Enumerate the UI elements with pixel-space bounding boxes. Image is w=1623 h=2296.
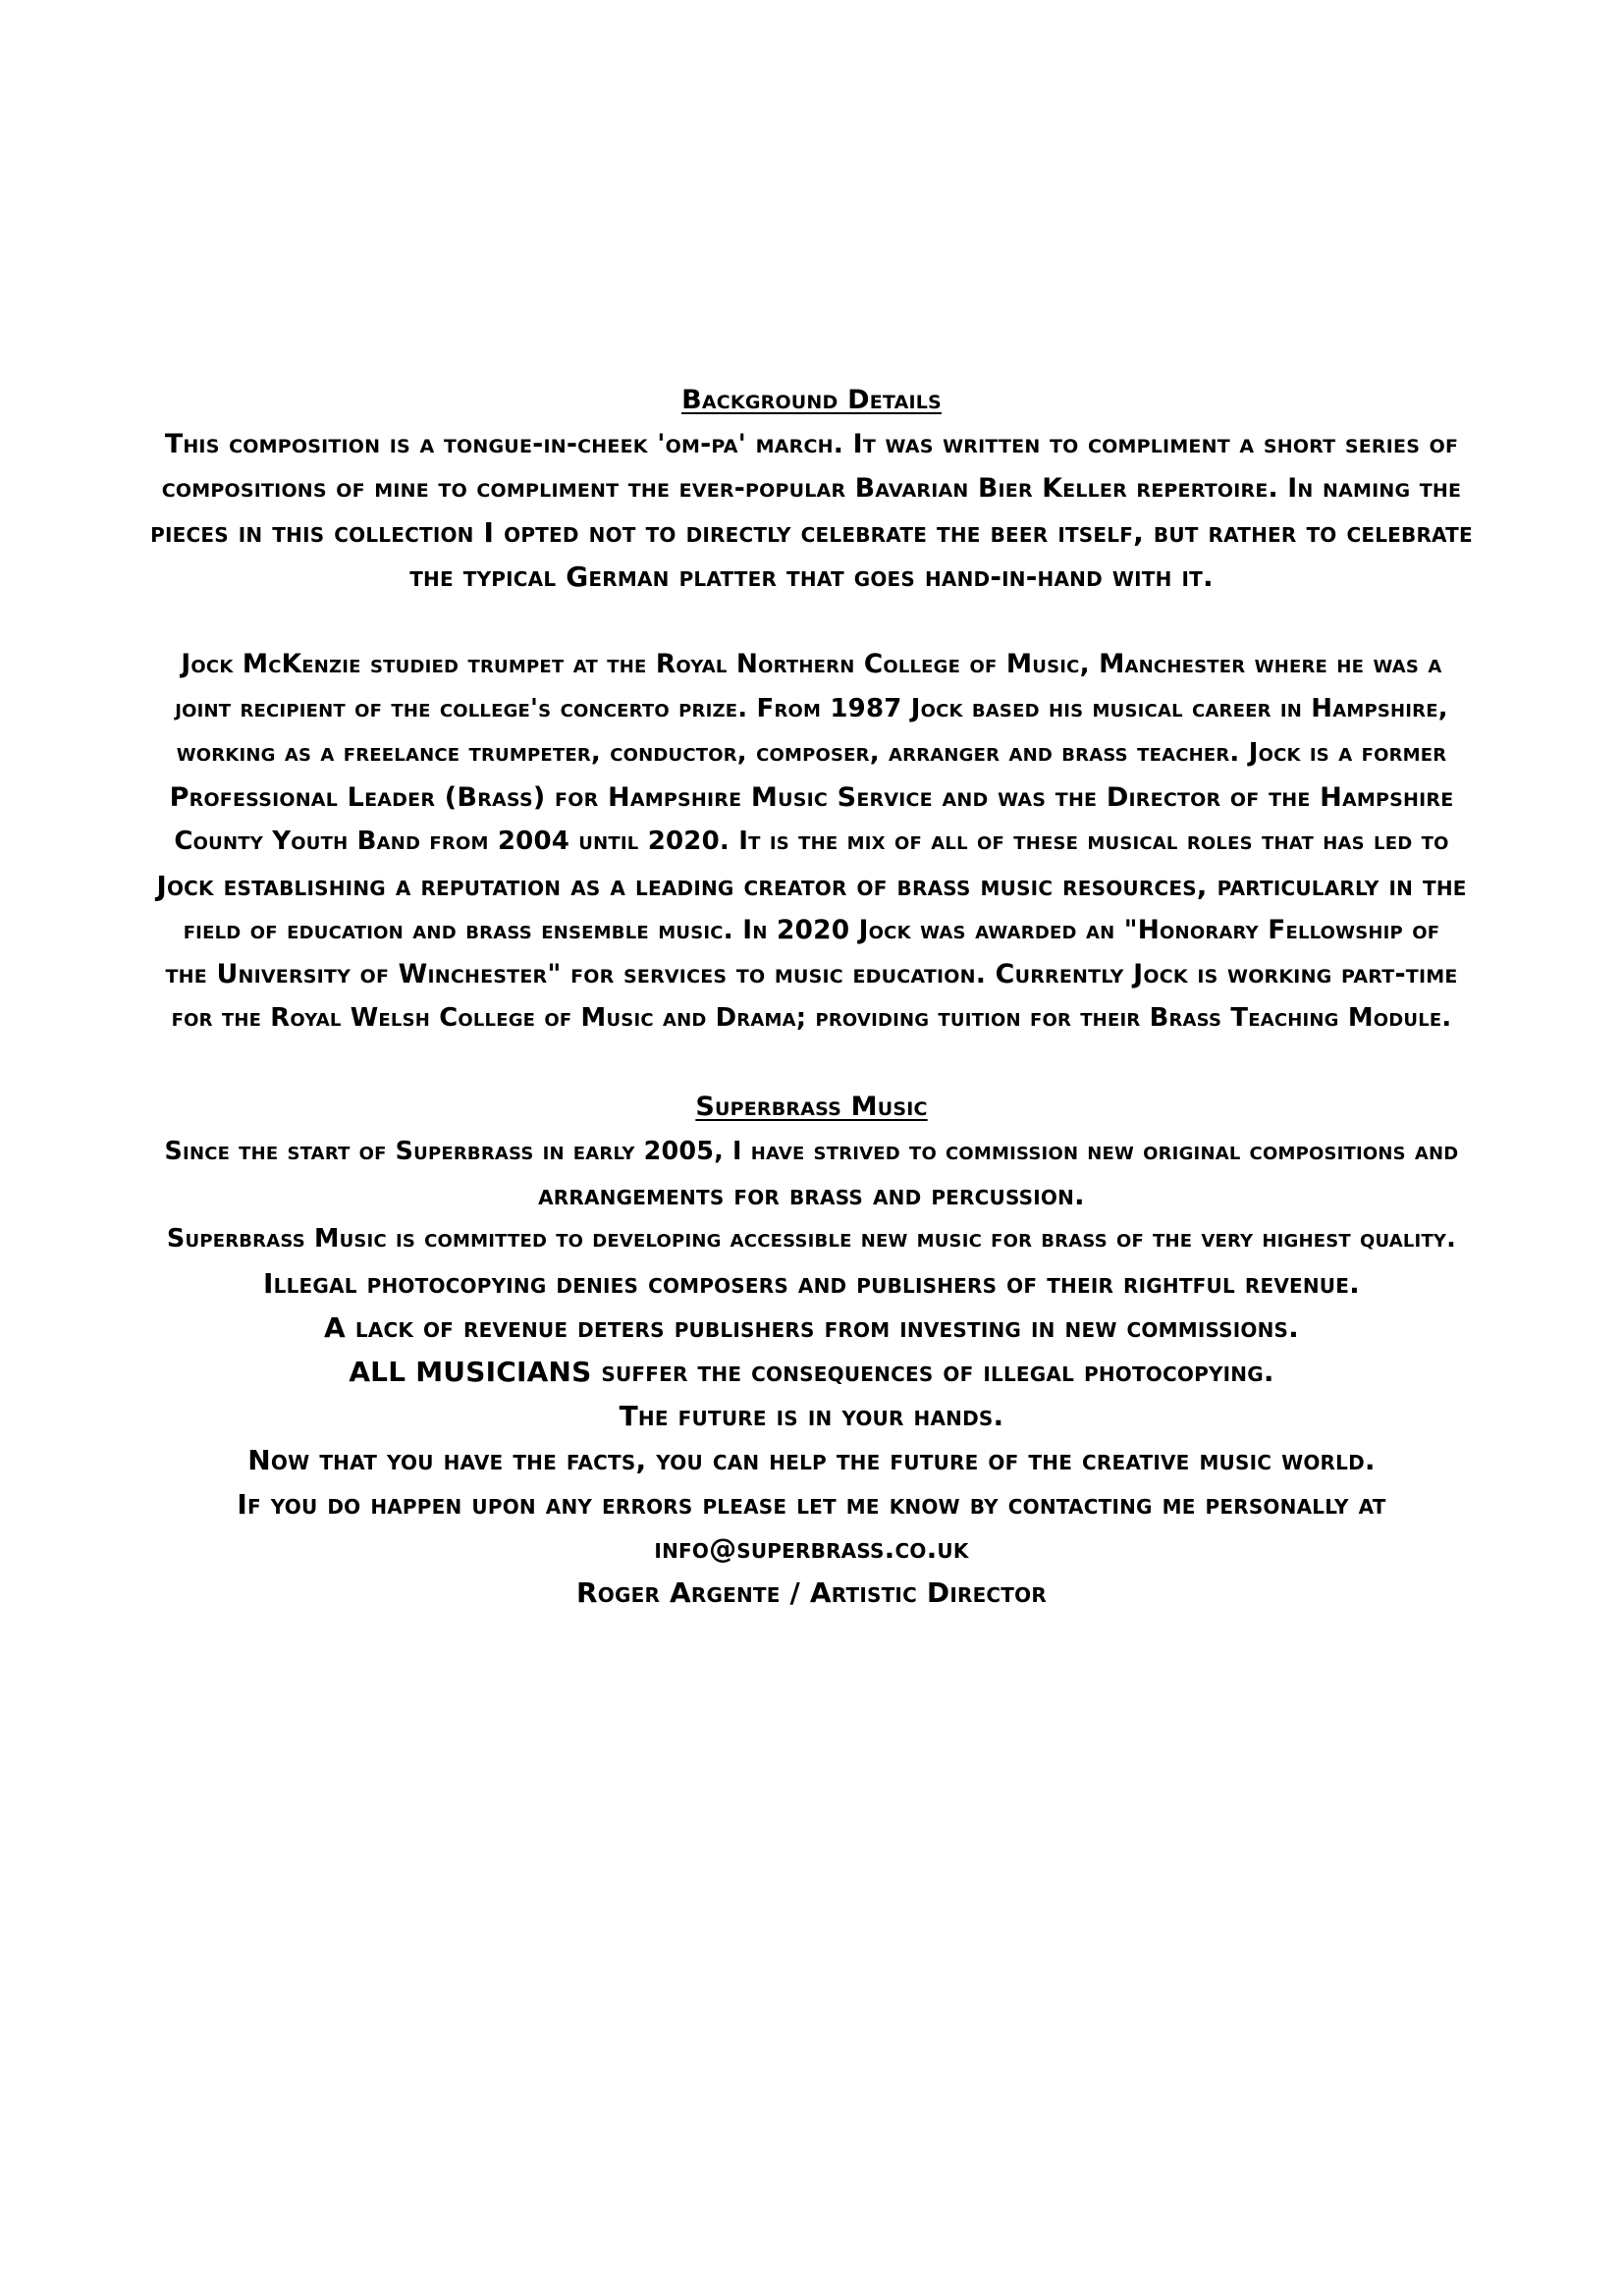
background-line: the typical German platter that goes hand-in-hand with it.	[409, 561, 1214, 593]
biography-line: joint recipient of the college's concerto prize. From 1987 Jock based his musical career in Hampshire,	[175, 694, 1448, 723]
biography-line: County Youth Band from 2004 until 2020. It is the mix of all of these musical roles that has led to	[174, 827, 1449, 856]
superbrass-notice	[147, 1129, 1476, 1615]
biography-paragraph	[147, 643, 1476, 1041]
contact-email: info@superbrass.co.uk	[654, 1532, 969, 1565]
spacer	[147, 1041, 1476, 1085]
background-paragraph	[147, 422, 1476, 599]
biography-line: Professional Leader (Brass) for Hampshire Music Service and was the Director of the Hampshire	[169, 782, 1454, 813]
notice-line: arrangements for brass and percussion.	[538, 1179, 1085, 1211]
biography-line: field of education and brass ensemble music. In 2020 Jock was awarded an "Honorary Fellowship of	[183, 915, 1440, 945]
signature-line: Roger Argente / Artistic Director	[576, 1576, 1047, 1609]
notice-line: Since the start of Superbrass in early 2005, I have strived to commission new original compositions and	[164, 1136, 1459, 1165]
biography-line: Jock establishing a reputation as a leading creator of brass music resources, particularly in the	[156, 870, 1467, 902]
notice-line: Superbrass Music is committed to developing accessible new music for brass of the very highest quality.	[166, 1224, 1457, 1254]
notice-line: Illegal photocopying denies composers and publishers of their rightful revenue.	[263, 1267, 1360, 1300]
superbrass-heading: Superbrass Music	[695, 1092, 928, 1122]
biography-line: for the Royal Welsh College of Music and Drama; providing tuition for their Brass Teaching Module.	[171, 1003, 1452, 1033]
biography-line: Jock McKenzie studied trumpet at the Royal Northern College of Music, Manchester where he was a	[181, 650, 1442, 679]
background-line: pieces in this collection I opted not to directly celebrate the beer itself, but rather to celebrate	[150, 516, 1473, 549]
page-content	[147, 378, 1476, 1615]
notice-line: If you do happen upon any errors please let me know by contacting me personally at	[237, 1488, 1386, 1521]
biography-line: working as a freelance trumpeter, conductor, composer, arranger and brass teacher. Jock is a former	[176, 738, 1447, 768]
notice-line: Now that you have the facts, you can help the future of the creative music world.	[247, 1444, 1376, 1476]
notice-line: A lack of revenue deters publishers from investing in new commissions.	[324, 1311, 1299, 1344]
spacer	[147, 599, 1476, 643]
notice-line: The future is in your hands.	[619, 1400, 1004, 1432]
biography-line: the University of Winchester" for services to music education. Currently Jock is working part-time	[165, 959, 1458, 989]
notice-line: ALL MUSICIANS suffer the consequences of illegal photocopying.	[349, 1356, 1274, 1388]
background-heading: Background Details	[681, 385, 942, 415]
background-line: compositions of mine to compliment the ever-popular Bavarian Bier Keller repertoire. In naming the	[161, 473, 1462, 504]
background-line: This composition is a tongue-in-cheek 'om-pa' march. It was written to compliment a short series of	[164, 429, 1459, 459]
